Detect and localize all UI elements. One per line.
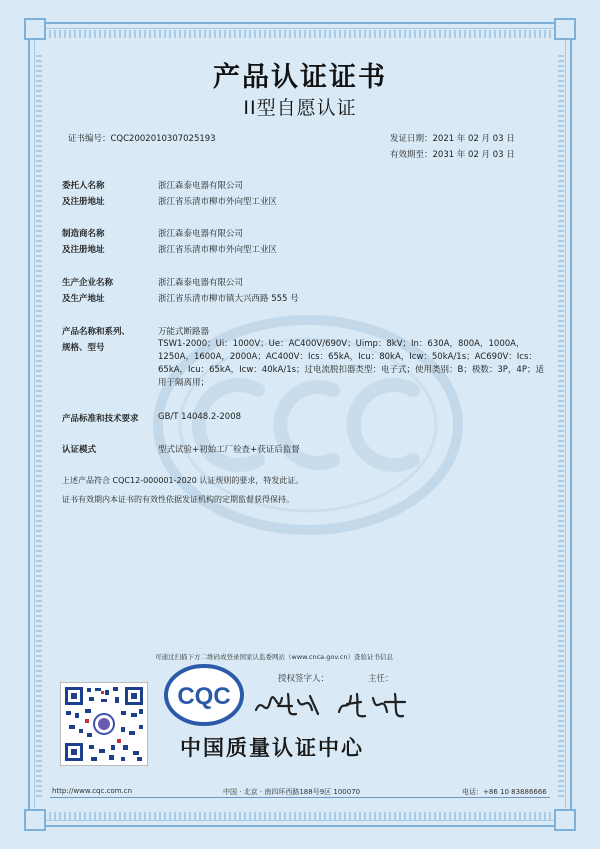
signatory-signature-icon — [252, 688, 322, 722]
cqc-logo-icon — [164, 664, 244, 726]
maker-address-value: 浙江省乐清市柳市外向型工业区 — [158, 245, 278, 255]
maker-value: 浙江森泰电器有限公司 — [158, 229, 244, 239]
maker-label: 制造商名称 — [62, 229, 105, 239]
factory-value: 浙江森泰电器有限公司 — [158, 278, 244, 288]
product-name: 万能式断路器 — [158, 327, 210, 337]
standard-label: 产品标准和技术要求 — [62, 414, 139, 424]
valid-until: 有效期至：2031 年 02 月 03 日 — [390, 150, 515, 160]
logo-text: CQC — [177, 683, 231, 710]
certificate-number: 证书编号：CQC2002010307025193 — [68, 134, 216, 144]
verify-text: 可通过扫描下方二维码或登录国家认监委网站（www.cnca.gov.cn）查验证书信息 — [155, 653, 393, 661]
issuer-name: 中国质量认证中心 — [180, 736, 364, 760]
bottom-border-pattern — [34, 812, 566, 820]
corner-ornament-tr — [554, 18, 576, 40]
mode-label: 认证模式 — [62, 445, 97, 455]
footer-phone: 电话：+86 10 83886666 — [462, 788, 547, 796]
right-border-pattern — [558, 52, 564, 797]
footer-divider — [50, 797, 550, 798]
footer-address: 中国 · 北京 · 南四环西路188号9区 100070 — [223, 788, 361, 796]
issue-date: 发证日期：2021 年 02 月 03 日 — [390, 134, 515, 144]
standard-value: GB/T 14048.2-2008 — [158, 412, 242, 422]
signatory-label: 授权签字人： — [278, 674, 330, 684]
note-line-1: 上述产品符合 CQC12-000001-2020 认证规则的要求，特发此证。 — [62, 476, 304, 485]
corner-ornament-br — [554, 809, 576, 831]
mode-value: 型式试验+初始工厂检查+获证后监督 — [158, 445, 300, 455]
certificate-title: 产品认证证书 — [213, 62, 387, 93]
client-value: 浙江森泰电器有限公司 — [158, 181, 244, 191]
product-spec: TSW1-2000；Ui：1000V；Ue：AC400V/690V；Uimp：8kV；In：630A，800A，1000A，1250A，1600A，2000A；AC400V：Ics：65kA，Icu：80kA，Icw：50kA/1s；AC690V：Ics：65kA，Icu：65kA，Icw：40kA/1s；过电流脱扣器类型：电子式；使用类别：B；极数：3P，4P；适用于隔离用； — [158, 339, 544, 388]
product-label-1: 产品名称和系列、 — [62, 327, 131, 337]
corner-ornament-tl — [24, 18, 46, 40]
factory-address-value: 浙江省乐清市柳市镇大兴西路 555 号 — [158, 294, 299, 304]
footer-website[interactable]: http://www.cqc.com.cn — [52, 787, 133, 795]
maker-address-label: 及注册地址 — [62, 245, 105, 255]
client-label: 委托人名称 — [62, 181, 105, 191]
factory-address-label: 及生产地址 — [62, 294, 105, 304]
product-label-2: 规格、型号 — [62, 343, 105, 353]
top-border-pattern — [34, 30, 566, 38]
client-address-label: 及注册地址 — [62, 197, 105, 207]
certificate-subtitle: II型自愿认证 — [243, 97, 357, 119]
director-signature-icon — [335, 688, 409, 722]
left-border-pattern — [36, 52, 42, 797]
qr-code-icon — [60, 682, 148, 766]
director-label: 主任： — [368, 674, 394, 684]
corner-ornament-bl — [24, 809, 46, 831]
note-line-2: 证书有效期内本证书的有效性依据发证机构的定期监督获得保持。 — [62, 495, 294, 504]
factory-label: 生产企业名称 — [62, 278, 114, 288]
client-address-value: 浙江省乐清市柳市外向型工业区 — [158, 197, 278, 207]
